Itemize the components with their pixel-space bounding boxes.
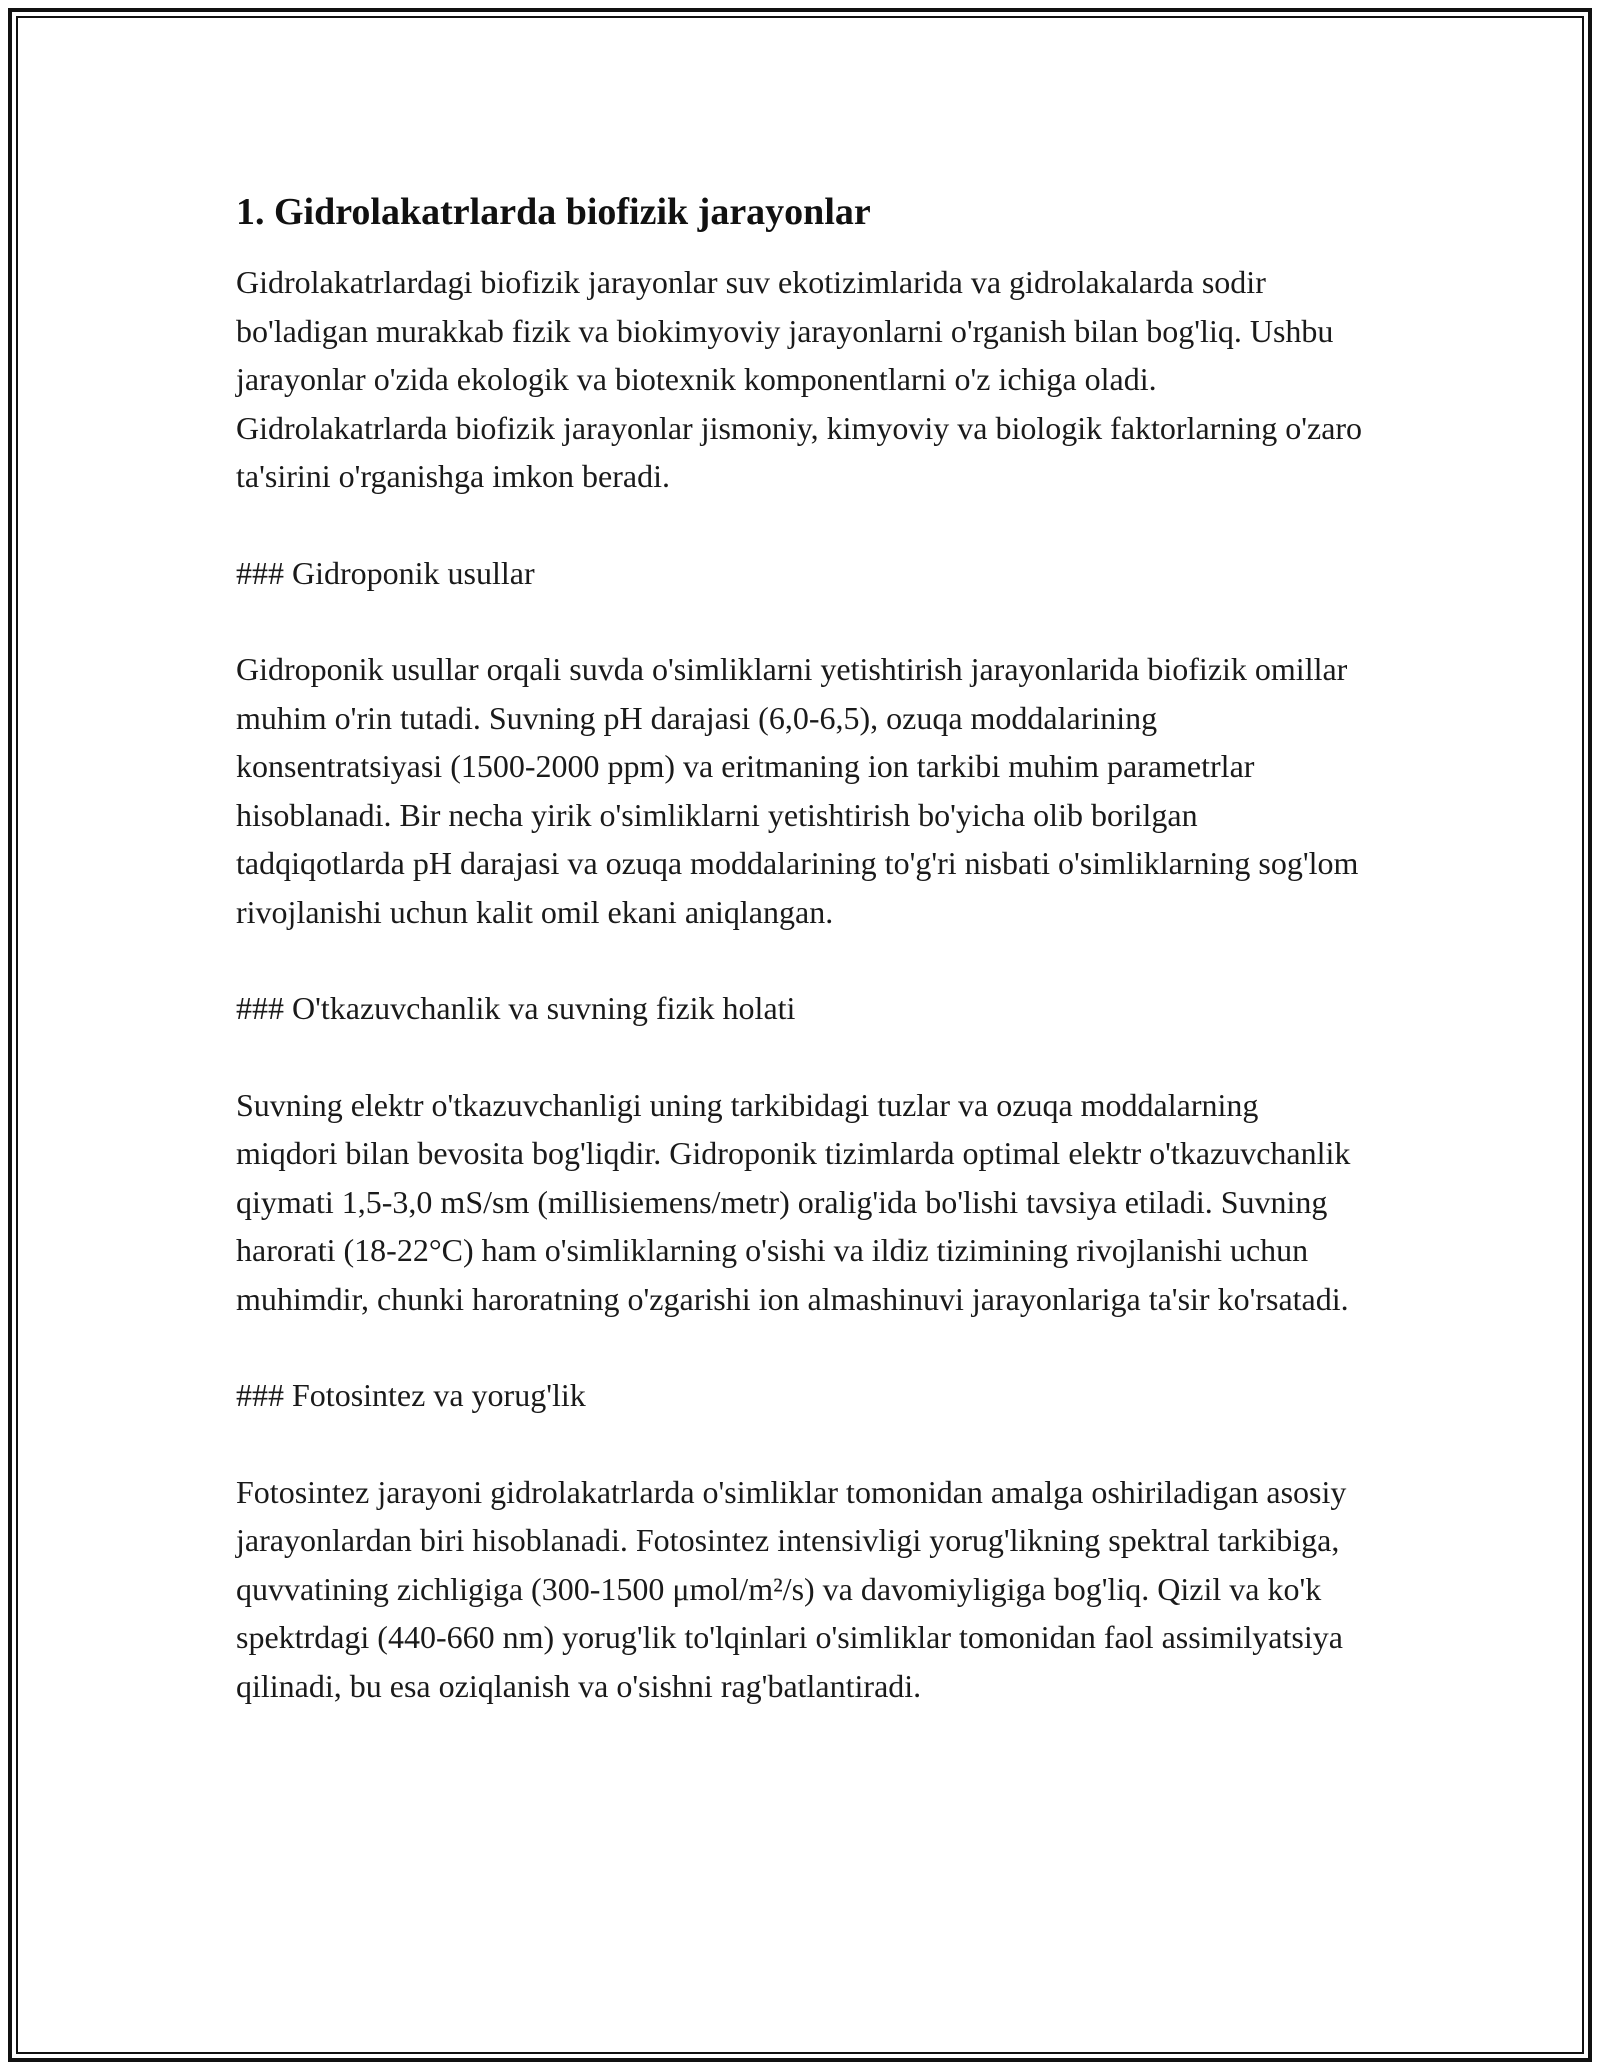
section-body-gidroponik: Gidroponik usullar orqali suvda o'simliklarni yetishtirish jarayonlarida biofizik omillar muhim o'rin tutadi. Suvning pH darajasi (6,0-6,5), ozuqa moddalarining konsentratsiyasi (1500-2000 ppm) va eritmaning ion tarkibi muhim parametrlar hisoblanadi. Bir necha yirik o'simliklarni yetishtirish bo'yicha olib borilgan tadqiqotlarda pH darajasi va ozuqa moddalarining to'g'ri nisbati o'simliklarning sog'lom rivojlanishi uchun kalit omil ekani aniqlangan. <box>236 651 1359 930</box>
document-body <box>236 186 1366 1710</box>
section-body-fotosintez: Fotosintez jarayoni gidrolakatrlarda o'simliklar tomonidan amalga oshiriladigan asosiy jarayonlardan biri hisoblanadi. Fotosintez intensivligi yorug'likning spektral tarkibiga, quvvatining zichligiga (300-1500 μmol/m²/s) va davomiyligiga bog'liq. Qizil va ko'k spektrdagi (440-660 nm) yorug'lik to'lqinlari o'simliklar tomonidan faol assimilyatsiya qilinadi, bu esa oziqlanish va o'sishni rag'batlantiradi. <box>236 1473 1347 1704</box>
intro-paragraph: Gidrolakatrlardagi biofizik jarayonlar suv ekotizimlarida va gidrolakalarda sodir bo'ladigan murakkab fizik va biokimyoviy jarayonlarni o'rganish bilan bog'liq. Ushbu jarayonlar o'zida ekologik va biotexnik komponentlarni o'z ichiga oladi. Gidrolakatrlarda biofizik jarayonlar jismoniy, kimyoviy va biologik faktorlarning o'zaro ta'sirini o'rganishga imkon beradi. <box>236 264 1363 494</box>
section-heading-gidroponik: ### Gidroponik usullar <box>236 554 535 591</box>
document-title: 1. Gidrolakatrlarda biofizik jarayonlar <box>236 191 871 233</box>
section-heading-otkazuvchanlik: ### O'tkazuvchanlik va suvning fizik holati <box>236 990 796 1026</box>
section-body-otkazuvchanlik: Suvning elektr o'tkazuvchanligi uning tarkibidagi tuzlar va ozuqa moddalarning miqdori bilan bevosita bog'liqdir. Gidroponik tizimlarda optimal elektr o'tkazuvchanlik qiymati 1,5-3,0 mS/sm (millisiemens/metr) oralig'ida bo'lishi tavsiya etiladi. Suvning harorati (18-22°C) ham o'simliklarning o'sishi va ildiz tizimining rivojlanishi uchun muhimdir, chunki haroratning o'zgarishi ion almashinuvi jarayonlariga ta'sir ko'rsatadi. <box>236 1086 1351 1317</box>
section-heading-fotosintez: ### Fotosintez va yorug'lik <box>236 1377 586 1413</box>
